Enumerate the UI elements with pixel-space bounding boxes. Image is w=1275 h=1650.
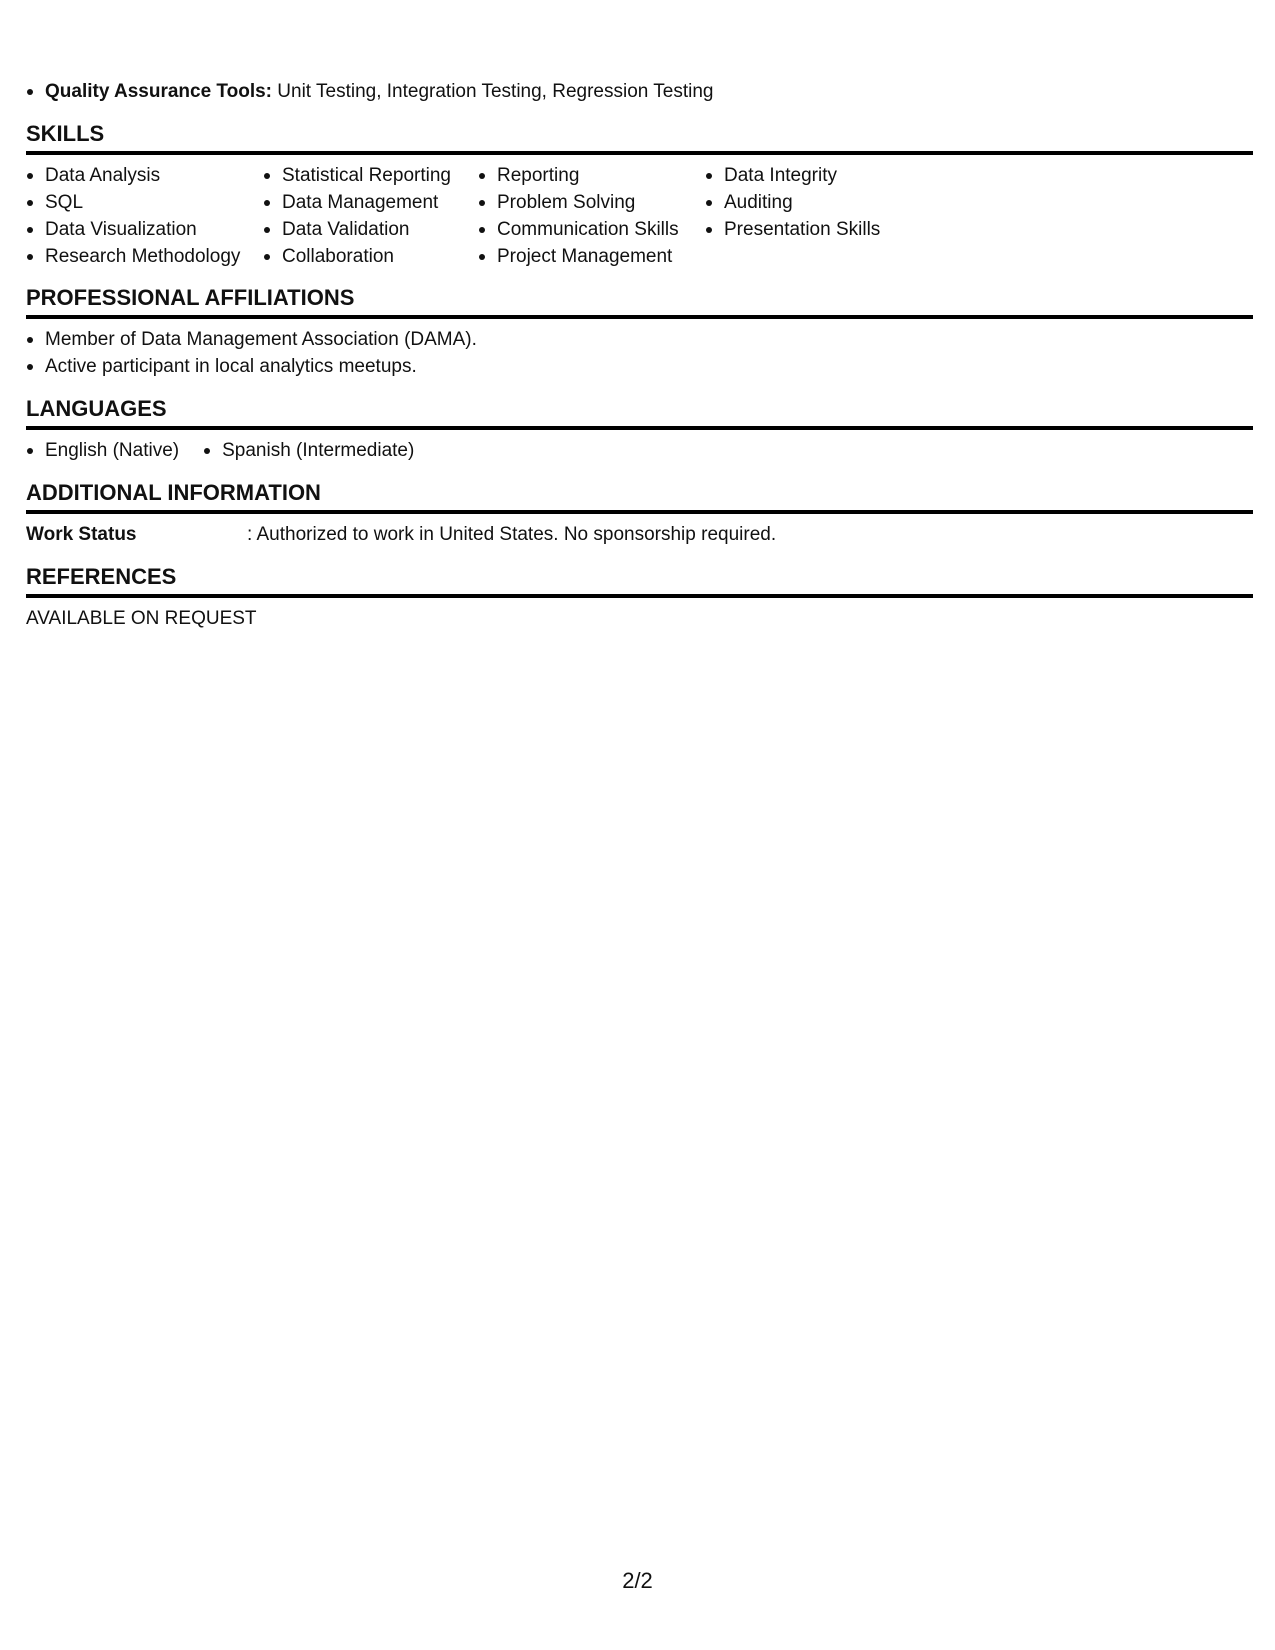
skill-item: Problem Solving: [478, 189, 705, 216]
language-item: Spanish (Intermediate): [203, 437, 414, 464]
qa-tools-label: Quality Assurance Tools:: [45, 81, 272, 102]
skill-item: Auditing: [705, 189, 925, 216]
page-number: 2/2: [622, 1568, 653, 1593]
skills-column: [705, 162, 925, 270]
skill-item: Data Management: [263, 189, 478, 216]
skills-column: [478, 162, 705, 270]
skill-item: Data Validation: [263, 216, 478, 243]
qa-tools-list: [26, 78, 1253, 105]
skill-item: Data Integrity: [705, 162, 925, 189]
skill-item: Communication Skills: [478, 216, 705, 243]
work-status-label: Work Status: [26, 524, 137, 545]
skill-item: Data Analysis: [26, 162, 263, 189]
work-status-value: : Authorized to work in United States. No sponsorship required.: [247, 524, 777, 545]
skill-item: SQL: [26, 189, 263, 216]
skills-grid: [26, 162, 1253, 270]
skills-heading: SKILLS: [26, 121, 1253, 155]
skill-item: Research Methodology: [26, 243, 263, 270]
languages-heading: LANGUAGES: [26, 396, 1253, 430]
skills-column: [263, 162, 478, 270]
skill-item: Statistical Reporting: [263, 162, 478, 189]
skill-item: Project Management: [478, 243, 705, 270]
skill-item: Data Visualization: [26, 216, 263, 243]
affiliations-heading: PROFESSIONAL AFFILIATIONS: [26, 285, 1253, 319]
skills-column: [26, 162, 263, 270]
language-item: English (Native): [26, 437, 179, 464]
additional-info-heading: ADDITIONAL INFORMATION: [26, 480, 1253, 514]
languages-list: [26, 437, 1253, 464]
skill-item: Collaboration: [263, 243, 478, 270]
affiliation-item: Member of Data Management Association (DAMA).: [26, 326, 1253, 353]
skill-item: Reporting: [478, 162, 705, 189]
resume-page: [26, 78, 1253, 632]
references-text: AVAILABLE ON REQUEST: [26, 608, 257, 629]
qa-tools-item: [26, 78, 1253, 105]
affiliation-item: Active participant in local analytics meetups.: [26, 353, 1253, 380]
work-status-row: [26, 521, 1253, 548]
affiliations-list: [26, 326, 1253, 380]
qa-tools-value: Unit Testing, Integration Testing, Regression Testing: [272, 81, 714, 102]
skill-item: Presentation Skills: [705, 216, 925, 243]
references-heading: REFERENCES: [26, 564, 1253, 598]
